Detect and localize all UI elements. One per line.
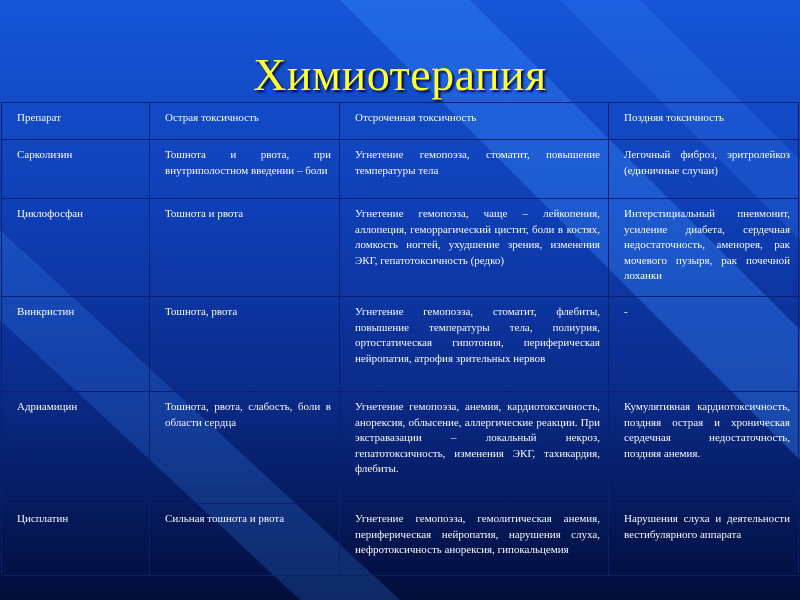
table-cell: Винкристин: [2, 297, 150, 392]
table-row: [2, 297, 799, 392]
table-cell: Сильная тошнота и рвота: [150, 504, 340, 576]
slide-title: Химиотерапия: [253, 49, 547, 100]
table-row: [2, 199, 799, 297]
table-cell: Угнетение гемопоэза, гемолитическая анемия, периферическая нейропатия, нарушения слуха, нефротоксичность анорексия, гипокальцемия: [340, 504, 609, 576]
table-cell: Угнетение гемопоэза, анемия, кардиотоксичность, анорексия, облысение, аллергические реакции. При экстравазации – локальный некроз, гепатотоксичность, изменения ЭКГ, тахикардия, флебиты.: [340, 392, 609, 504]
table-cell: Циклофосфан: [2, 199, 150, 297]
table-cell: Адриамицин: [2, 392, 150, 504]
header-cell: Острая токсичность: [150, 103, 340, 140]
table-cell: Цисплатин: [2, 504, 150, 576]
table-cell: Легочный фиброз, эритролейкоз (единичные случаи): [609, 140, 799, 199]
table-cell: Угнетение гемопоэза, стоматит, повышение температуры тела: [340, 140, 609, 199]
table-cell: Угнетение гемопоэза, стоматит, флебиты, повышение температуры тела, полиурия, ортостатическая гипотония, периферическая нейропатия, атрофия зрительных нервов: [340, 297, 609, 392]
table-header-row: [2, 103, 799, 140]
table-cell: Тошнота и рвота, при внутриполостном введении – боли: [150, 140, 340, 199]
header-cell: Поздняя токсичность: [609, 103, 799, 140]
header-cell: Отсроченная токсичность: [340, 103, 609, 140]
table-cell: Угнетение гемопоэза, чаще – лейкопения, аллопеция, геморрагический цистит, боли в костях, ломкость ногтей, ухудшение зрения, изменения ЭКГ, гепатотоксичность (редко): [340, 199, 609, 297]
table-cell: Тошнота, рвота, слабость, боли в области сердца: [150, 392, 340, 504]
table-cell: -: [609, 297, 799, 392]
table-row: [2, 392, 799, 504]
table-cell: Тошнота, рвота: [150, 297, 340, 392]
table-cell: Кумулятивная кардиотоксичность, поздняя острая и хроническая сердечная недостаточность, поздняя анемия.: [609, 392, 799, 504]
table-cell: Тошнота и рвота: [150, 199, 340, 297]
table-cell: Сарколизин: [2, 140, 150, 199]
table-row: [2, 504, 799, 576]
table-cell: Нарушения слуха и деятельности вестибулярного аппарата: [609, 504, 799, 576]
table-row: [2, 140, 799, 199]
toxicity-table: [1, 102, 799, 576]
table-cell: Интерстициальный пневмонит, усиление диабета, сердечная недостаточность, аменорея, рак мочевого пузыря, рак почечной лоханки: [609, 199, 799, 297]
header-cell: Препарат: [2, 103, 150, 140]
